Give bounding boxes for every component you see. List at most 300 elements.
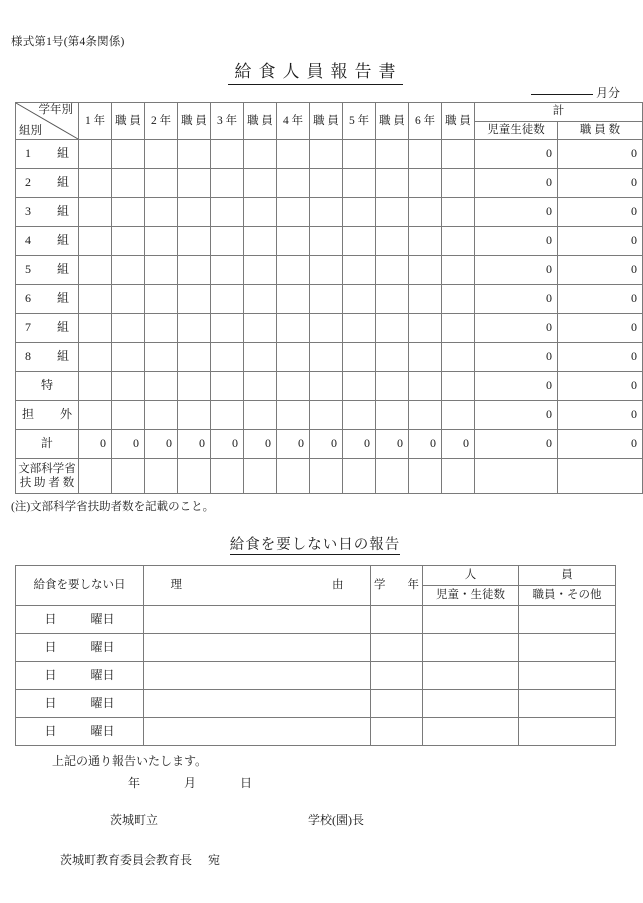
off-day-reason-cell[interactable]	[144, 606, 371, 634]
corner-class-label: 組別	[19, 125, 42, 138]
report-statement: 上記の通り報告いたします。	[52, 754, 208, 768]
grade-input-cell[interactable]	[178, 169, 211, 198]
grade-input-cell[interactable]	[310, 401, 343, 430]
row-label	[16, 140, 79, 169]
grade-input-cell[interactable]	[409, 227, 442, 256]
row-label: 計	[16, 430, 79, 459]
table-row	[16, 690, 616, 718]
total-staff-value-cell: 0	[558, 198, 643, 227]
row-label-unit: 組	[56, 175, 69, 190]
off-days-table	[15, 565, 616, 746]
grade-input-cell[interactable]	[376, 372, 409, 401]
row-label-unit: 組	[56, 146, 69, 161]
grade-input-cell[interactable]	[310, 314, 343, 343]
table-row	[16, 459, 643, 494]
table-row	[16, 314, 643, 343]
grade-input-cell[interactable]	[277, 285, 310, 314]
grade-col-header: 職 員	[112, 103, 145, 140]
grade-input-cell[interactable]	[145, 459, 178, 494]
row-label	[16, 169, 79, 198]
table-row	[16, 634, 616, 662]
table-row	[16, 343, 643, 372]
grade-input-cell[interactable]	[343, 314, 376, 343]
off-day-students-cell[interactable]	[423, 606, 519, 634]
grade-col-header: 職 員	[442, 103, 475, 140]
date-line	[128, 774, 252, 791]
grade-col-header: 6 年	[409, 103, 442, 140]
grade-input-cell[interactable]	[409, 140, 442, 169]
grade-input-cell[interactable]	[178, 343, 211, 372]
total-students-header: 児童生徒数	[475, 121, 558, 140]
grade-input-cell[interactable]	[310, 459, 343, 494]
off-day-weekday-label: 曜日	[90, 723, 115, 738]
grade-input-cell[interactable]	[376, 256, 409, 285]
grade-input-cell[interactable]	[112, 198, 145, 227]
grade-input-cell[interactable]	[442, 343, 475, 372]
page-title-text: 給食人員報告書	[228, 57, 403, 85]
grade-input-cell[interactable]	[409, 285, 442, 314]
row-label	[16, 227, 79, 256]
grade-input-cell[interactable]	[178, 372, 211, 401]
grade-input-cell[interactable]	[376, 401, 409, 430]
grade-input-cell[interactable]	[277, 314, 310, 343]
row-label-line2: 扶 助 者 数	[19, 477, 75, 489]
table-row	[16, 169, 643, 198]
grade-col-header: 2 年	[145, 103, 178, 140]
grade-input-cell[interactable]	[211, 169, 244, 198]
grade-input-cell[interactable]	[310, 343, 343, 372]
off-days-date-header: 給食を要しない日	[16, 566, 144, 606]
grade-input-cell[interactable]	[79, 314, 112, 343]
grade-input-cell[interactable]	[277, 372, 310, 401]
grade-input-cell[interactable]	[244, 459, 277, 494]
table-row	[16, 662, 616, 690]
grade-input-cell[interactable]	[178, 285, 211, 314]
table-row	[16, 256, 643, 285]
row-label-unit: 組	[56, 349, 69, 364]
grade-input-cell[interactable]	[442, 198, 475, 227]
grade-input-cell[interactable]	[79, 140, 112, 169]
grade-input-cell[interactable]	[79, 401, 112, 430]
grade-input-cell[interactable]	[145, 140, 178, 169]
grade-input-cell[interactable]	[244, 401, 277, 430]
grade-value-cell: 0	[178, 430, 211, 459]
off-day-grade-cell[interactable]	[371, 662, 423, 690]
row-label-num: 3	[24, 204, 31, 219]
grade-input-cell[interactable]	[145, 227, 178, 256]
grade-col-header: 3 年	[211, 103, 244, 140]
off-days-staff-header: 職員・その他	[519, 586, 616, 606]
grade-input-cell[interactable]	[244, 285, 277, 314]
month-input-blank[interactable]	[531, 94, 593, 95]
total-students-value-cell: 0	[475, 343, 558, 372]
main-table-head	[16, 103, 643, 140]
grade-input-cell[interactable]	[178, 401, 211, 430]
grade-input-cell[interactable]	[343, 140, 376, 169]
off-day-day-label: 日	[44, 667, 57, 682]
grade-value-cell: 0	[376, 430, 409, 459]
table-row	[16, 285, 643, 314]
grade-input-cell[interactable]	[79, 285, 112, 314]
total-staff-value-cell: 0	[558, 227, 643, 256]
grade-value-cell: 0	[409, 430, 442, 459]
off-day-date-cell[interactable]	[16, 606, 144, 634]
off-days-reason-header-right: 由	[332, 579, 344, 592]
school-prefix-label: 茨城町立	[110, 813, 159, 827]
off-day-reason-cell[interactable]	[144, 690, 371, 718]
grade-input-cell[interactable]	[376, 198, 409, 227]
grade-input-cell[interactable]	[310, 227, 343, 256]
month-label: 月分	[595, 86, 620, 100]
grade-input-cell[interactable]	[343, 256, 376, 285]
off-days-people-header-left: 人	[423, 566, 519, 586]
row-label-line1: 文部科学省	[18, 462, 76, 475]
grade-input-cell[interactable]	[112, 314, 145, 343]
off-day-staff-cell[interactable]	[519, 606, 616, 634]
grade-value-cell: 0	[277, 430, 310, 459]
grade-input-cell[interactable]	[409, 256, 442, 285]
grade-input-cell[interactable]	[409, 459, 442, 494]
row-label-unit: 組	[56, 291, 69, 306]
grade-input-cell[interactable]	[376, 314, 409, 343]
total-students-input-cell[interactable]	[475, 459, 558, 494]
meal-personnel-table	[15, 102, 643, 494]
grade-input-cell[interactable]	[409, 343, 442, 372]
row-label-num: 7	[24, 320, 31, 335]
grade-input-cell[interactable]	[145, 198, 178, 227]
grade-input-cell[interactable]	[244, 140, 277, 169]
grade-input-cell[interactable]	[211, 227, 244, 256]
total-students-value-cell: 0	[475, 227, 558, 256]
grade-input-cell[interactable]	[112, 140, 145, 169]
grade-input-cell[interactable]	[343, 459, 376, 494]
off-day-day-label: 日	[44, 723, 57, 738]
grade-input-cell[interactable]	[277, 227, 310, 256]
total-students-value-cell: 0	[475, 256, 558, 285]
total-staff-value-cell: 0	[558, 314, 643, 343]
off-day-staff-cell[interactable]	[519, 690, 616, 718]
grade-input-cell[interactable]	[79, 227, 112, 256]
row-label-subsidy	[16, 459, 79, 494]
grade-value-cell: 0	[112, 430, 145, 459]
off-days-reason-header-left: 理	[170, 579, 182, 592]
row-label-num: 6	[24, 291, 31, 306]
page-title	[0, 57, 630, 85]
table-note: (注)文部科学省扶助者数を記載のこと。	[11, 501, 215, 513]
off-days-header-row-1	[16, 566, 616, 586]
grade-input-cell[interactable]	[211, 285, 244, 314]
grade-value-cell: 0	[79, 430, 112, 459]
main-table-header-row-1	[16, 103, 643, 122]
off-day-grade-cell[interactable]	[371, 690, 423, 718]
grade-input-cell[interactable]	[442, 285, 475, 314]
total-students-value-cell: 0	[475, 198, 558, 227]
corner-grade-label: 学年別	[38, 104, 73, 116]
grade-input-cell[interactable]	[310, 256, 343, 285]
total-staff-header: 職 員 数	[558, 121, 643, 140]
total-staff-value-cell: 0	[558, 372, 643, 401]
grade-col-header: 職 員	[178, 103, 211, 140]
grade-input-cell[interactable]	[343, 401, 376, 430]
grade-input-cell[interactable]	[211, 459, 244, 494]
grade-input-cell[interactable]	[112, 459, 145, 494]
total-students-value-cell: 0	[475, 314, 558, 343]
grade-input-cell[interactable]	[442, 314, 475, 343]
grade-input-cell[interactable]	[178, 227, 211, 256]
grade-col-header: 4 年	[277, 103, 310, 140]
off-day-students-cell[interactable]	[423, 718, 519, 746]
grade-input-cell[interactable]	[244, 256, 277, 285]
off-day-grade-cell[interactable]	[371, 634, 423, 662]
table-row	[16, 430, 643, 459]
off-day-grade-cell[interactable]	[371, 606, 423, 634]
grade-input-cell[interactable]	[442, 169, 475, 198]
total-staff-value-cell: 0	[558, 169, 643, 198]
total-staff-input-cell[interactable]	[558, 459, 643, 494]
grade-input-cell[interactable]	[178, 256, 211, 285]
grade-input-cell[interactable]	[244, 343, 277, 372]
row-label-num: 1	[24, 146, 31, 161]
grade-input-cell[interactable]	[145, 314, 178, 343]
grade-value-cell: 0	[244, 430, 277, 459]
grade-input-cell[interactable]	[376, 169, 409, 198]
off-day-day-label: 日	[44, 639, 57, 654]
grade-col-header: 職 員	[376, 103, 409, 140]
table-row	[16, 140, 643, 169]
row-label-unit: 組	[56, 262, 69, 277]
grade-input-cell[interactable]	[211, 198, 244, 227]
row-label-unit: 組	[56, 204, 69, 219]
grade-input-cell[interactable]	[79, 372, 112, 401]
total-students-value-cell: 0	[475, 285, 558, 314]
grade-input-cell[interactable]	[343, 285, 376, 314]
school-suffix-label: 学校(園)長	[308, 813, 365, 827]
grade-input-cell[interactable]	[409, 401, 442, 430]
grade-input-cell[interactable]	[376, 459, 409, 494]
off-days-grade-header	[371, 566, 423, 606]
off-day-staff-cell[interactable]	[519, 634, 616, 662]
grade-input-cell[interactable]	[79, 343, 112, 372]
off-day-grade-cell[interactable]	[371, 718, 423, 746]
grade-input-cell[interactable]	[145, 169, 178, 198]
grade-input-cell[interactable]	[442, 459, 475, 494]
off-days-students-header: 児童・生徒数	[423, 586, 519, 606]
grade-input-cell[interactable]	[310, 372, 343, 401]
total-group-header: 計	[475, 103, 643, 122]
grade-input-cell[interactable]	[343, 343, 376, 372]
grade-input-cell[interactable]	[310, 285, 343, 314]
grade-input-cell[interactable]	[79, 256, 112, 285]
grade-input-cell[interactable]	[112, 256, 145, 285]
total-staff-value-cell: 0	[558, 256, 643, 285]
grade-col-header: 1 年	[79, 103, 112, 140]
row-label	[16, 285, 79, 314]
total-staff-value-cell: 0	[558, 140, 643, 169]
grade-input-cell[interactable]	[310, 198, 343, 227]
date-month-label: 月	[184, 776, 197, 790]
grade-input-cell[interactable]	[112, 372, 145, 401]
grade-input-cell[interactable]	[145, 372, 178, 401]
grade-input-cell[interactable]	[178, 198, 211, 227]
off-days-table-head	[16, 566, 616, 606]
grade-input-cell[interactable]	[277, 169, 310, 198]
date-year-label: 年	[128, 776, 141, 790]
addressee-suffix: 宛	[208, 853, 221, 867]
off-days-grade-header-left: 学	[374, 579, 386, 592]
grade-input-cell[interactable]	[376, 227, 409, 256]
table-row	[16, 372, 643, 401]
grade-input-cell[interactable]	[376, 140, 409, 169]
off-day-date-cell[interactable]	[16, 634, 144, 662]
grade-input-cell[interactable]	[112, 401, 145, 430]
row-label-unit: 組	[56, 233, 69, 248]
grade-input-cell[interactable]	[343, 372, 376, 401]
grade-input-cell[interactable]	[244, 169, 277, 198]
grade-input-cell[interactable]	[211, 140, 244, 169]
grade-input-cell[interactable]	[244, 372, 277, 401]
grade-input-cell[interactable]	[277, 459, 310, 494]
grade-input-cell[interactable]	[145, 285, 178, 314]
total-staff-value-cell: 0	[558, 430, 643, 459]
grade-input-cell[interactable]	[79, 459, 112, 494]
row-label	[16, 343, 79, 372]
row-label-num: 2	[24, 175, 31, 190]
grade-input-cell[interactable]	[277, 343, 310, 372]
grade-value-cell: 0	[211, 430, 244, 459]
grade-input-cell[interactable]	[112, 169, 145, 198]
grade-input-cell[interactable]	[211, 256, 244, 285]
off-day-day-label: 日	[44, 695, 57, 710]
grade-input-cell[interactable]	[442, 401, 475, 430]
grade-input-cell[interactable]	[178, 459, 211, 494]
grade-input-cell[interactable]	[178, 314, 211, 343]
grade-input-cell[interactable]	[145, 256, 178, 285]
total-staff-value-cell: 0	[558, 285, 643, 314]
total-staff-value-cell: 0	[558, 401, 643, 430]
grade-input-cell[interactable]	[409, 198, 442, 227]
month-field	[531, 84, 620, 101]
total-staff-value-cell: 0	[558, 343, 643, 372]
off-day-students-cell[interactable]	[423, 662, 519, 690]
grade-input-cell[interactable]	[277, 140, 310, 169]
grade-input-cell[interactable]	[376, 343, 409, 372]
off-day-students-cell[interactable]	[423, 634, 519, 662]
grade-input-cell[interactable]	[310, 140, 343, 169]
row-label	[16, 256, 79, 285]
grade-input-cell[interactable]	[277, 401, 310, 430]
addressee-line	[60, 851, 220, 868]
grade-input-cell[interactable]	[442, 256, 475, 285]
off-day-reason-cell[interactable]	[144, 718, 371, 746]
off-day-weekday-label: 曜日	[90, 695, 115, 710]
section-title-off-days-text: 給食を要しない日の報告	[229, 537, 401, 553]
section-title-off-days	[0, 533, 630, 554]
grade-input-cell[interactable]	[244, 227, 277, 256]
form-code-label: 様式第1号(第4条関係)	[11, 36, 125, 48]
school-signature-line	[110, 811, 364, 828]
row-label-num: 担	[21, 407, 34, 422]
table-row	[16, 606, 616, 634]
table-row	[16, 718, 616, 746]
table-row	[16, 198, 643, 227]
grade-input-cell[interactable]	[343, 227, 376, 256]
grade-input-cell[interactable]	[409, 314, 442, 343]
grade-input-cell[interactable]	[343, 169, 376, 198]
grade-value-cell: 0	[310, 430, 343, 459]
grade-input-cell[interactable]	[376, 285, 409, 314]
grade-col-header: 職 員	[244, 103, 277, 140]
grade-input-cell[interactable]	[244, 314, 277, 343]
grade-input-cell[interactable]	[211, 401, 244, 430]
grade-input-cell[interactable]	[79, 198, 112, 227]
off-day-reason-cell[interactable]	[144, 662, 371, 690]
grade-input-cell[interactable]	[145, 401, 178, 430]
grade-input-cell[interactable]	[211, 314, 244, 343]
row-label-num: 4	[24, 233, 31, 248]
off-day-staff-cell[interactable]	[519, 718, 616, 746]
off-day-date-cell[interactable]	[16, 662, 144, 690]
off-day-students-cell[interactable]	[423, 690, 519, 718]
grade-input-cell[interactable]	[310, 169, 343, 198]
row-label	[16, 401, 79, 430]
grade-input-cell[interactable]	[244, 198, 277, 227]
off-day-date-cell[interactable]	[16, 690, 144, 718]
off-day-staff-cell[interactable]	[519, 662, 616, 690]
off-days-reason-header	[144, 566, 371, 606]
row-label-num: 8	[24, 349, 31, 364]
grade-input-cell[interactable]	[442, 372, 475, 401]
grade-input-cell[interactable]	[79, 169, 112, 198]
row-label: 特	[16, 372, 79, 401]
off-days-people-header-right: 員	[519, 566, 616, 586]
addressee-name: 茨城町教育委員会教育長	[60, 853, 193, 867]
grade-input-cell[interactable]	[112, 227, 145, 256]
total-students-value-cell: 0	[475, 140, 558, 169]
grade-input-cell[interactable]	[112, 285, 145, 314]
table-row	[16, 401, 643, 430]
grade-input-cell[interactable]	[277, 198, 310, 227]
off-day-date-cell[interactable]	[16, 718, 144, 746]
off-days-table-body	[16, 606, 616, 746]
grade-input-cell[interactable]	[343, 198, 376, 227]
total-students-value-cell: 0	[475, 169, 558, 198]
total-students-value-cell: 0	[475, 372, 558, 401]
corner-header-cell	[16, 103, 79, 140]
date-day-label: 日	[240, 776, 253, 790]
grade-input-cell[interactable]	[409, 169, 442, 198]
row-label-unit: 組	[56, 320, 69, 335]
grade-input-cell[interactable]	[211, 343, 244, 372]
off-days-grade-header-right: 年	[407, 579, 419, 592]
grade-col-header: 職 員	[310, 103, 343, 140]
table-row	[16, 227, 643, 256]
grade-input-cell[interactable]	[442, 227, 475, 256]
grade-value-cell: 0	[145, 430, 178, 459]
row-label	[16, 314, 79, 343]
grade-input-cell[interactable]	[442, 140, 475, 169]
main-table-body	[16, 140, 643, 494]
grade-input-cell[interactable]	[145, 343, 178, 372]
off-day-weekday-label: 曜日	[90, 611, 115, 626]
grade-col-header: 5 年	[343, 103, 376, 140]
grade-input-cell[interactable]	[211, 372, 244, 401]
off-day-reason-cell[interactable]	[144, 634, 371, 662]
grade-input-cell[interactable]	[112, 343, 145, 372]
grade-input-cell[interactable]	[178, 140, 211, 169]
grade-input-cell[interactable]	[409, 372, 442, 401]
off-day-weekday-label: 曜日	[90, 667, 115, 682]
grade-input-cell[interactable]	[277, 256, 310, 285]
